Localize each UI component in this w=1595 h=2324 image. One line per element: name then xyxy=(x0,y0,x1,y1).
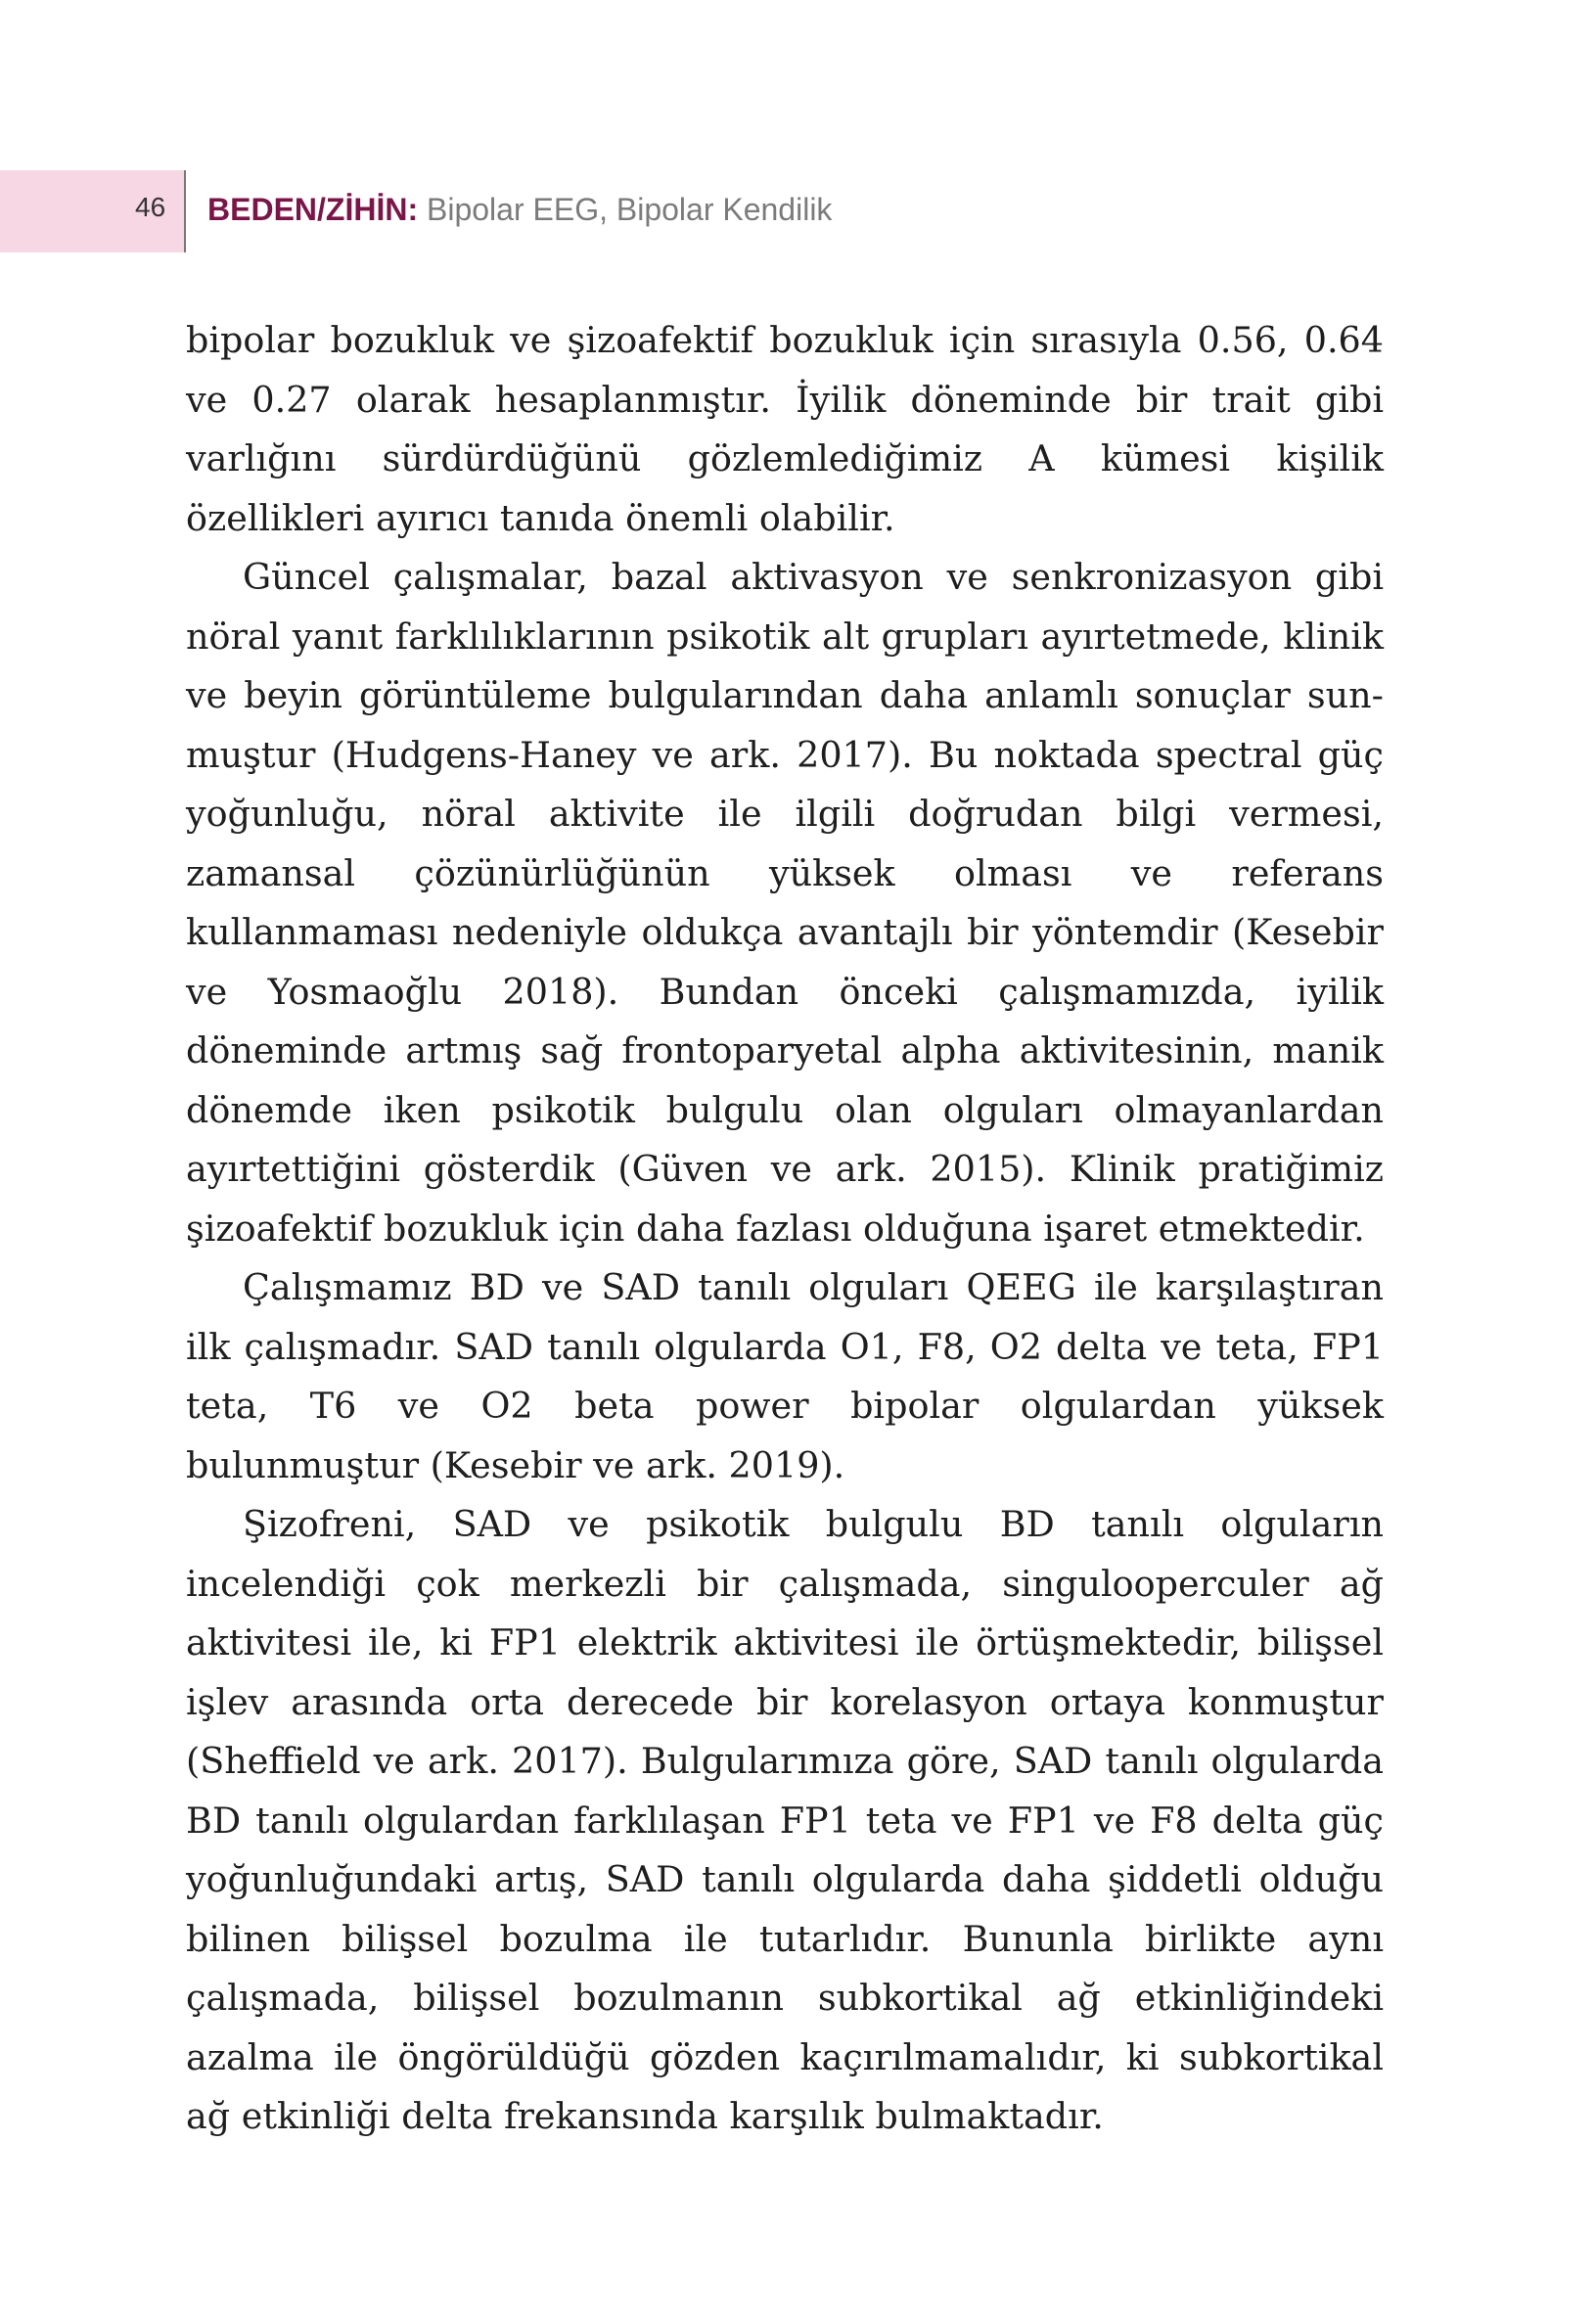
paragraph-3: Çalışmamız BD ve SAD tanılı olguları QEEG ile karşılaştıran ilk çalışmadır. SAD tanılı olgularda O1, F8, O2 delta ve teta, FP1 teta, T6 ve O2 beta power bipolar olgulardan yüksek bulunmuştur (Kesebir ve ark. 2019). xyxy=(186,1266,1384,1486)
running-head xyxy=(207,192,832,228)
body-text xyxy=(186,311,1384,2147)
paragraph-4: Şizofreni, SAD ve psikotik bulgulu BD tanılı olguların incelendiği çok merkezli bir çalışmada, singulooperculer ağ aktivitesi ile, ki FP1 elektrik aktivitesi ile örtüşmektedir, bilişsel işlev arasında orta derecede bir korelasyon ortaya konmuştur (Sheffield ve ark. 2017). Bulgularımıza göre, SAD tanılı olgularda BD tanılı olgulardan farklılaşan FP1 teta ve FP1 ve F8 delta güç yoğunluğundaki artış, SAD tanılı olgularda daha şiddetli olduğu bilinen bilişsel bozulma ile tutarlıdır. Bununla birlikte aynı çalışmada, bilişsel bozulmanın subkortikal ağ etkinliğindeki azalma ile öngörüldüğü gözden kaçırılmamalıdır, ki subkortikal ağ etkinliği delta frekansında karşılık bulmaktadır. xyxy=(186,1503,1384,2137)
header-divider xyxy=(184,170,186,252)
book-title: BEDEN/ZİHİN: xyxy=(207,192,419,227)
book-subtitle: Bipolar EEG, Bipolar Kendilik xyxy=(418,192,833,227)
page-number: 46 xyxy=(135,192,166,222)
paragraph-1: bipolar bozukluk ve şizoafektif bozukluk için sırasıyla 0.56, 0.64 ve 0.27 olarak hesaplanmıştır. İyilik döneminde bir trait gibi varlığını sürdürdüğünü gözlemlediğimiz A kümesi kişilik özellikleri ayırıcı tanıda önemli olabilir. xyxy=(186,319,1384,539)
paragraph-2: Güncel çalışmalar, bazal aktivasyon ve senkronizasyon gibi nöral yanıt farklılıklarının psikotik alt grupları ayırtetmede, klinik ve beyin görüntüleme bulgularından daha anlamlı sonuçlar sunmuştur (Hudgens-Haney ve ark. 2017). Bu noktada spectral güç yoğunluğu, nöral aktivite ile ilgili doğrudan bilgi vermesi, zamansal çözünürlüğünün yüksek olması ve referans kullanmaması nedeniyle oldukça avantajlı bir yöntemdir (Kesebir ve Yosmaoğlu 2018). Bundan önceki çalışmamızda, iyilik döneminde artmış sağ frontoparyetal alpha aktivitesinin, manik dönemde iken psikotik bulgulu olan olguları olmayanlardan ayırtettiğini gösterdik (Güven ve ark. 2015). Klinik pratiğimiz şizoafektif bozukluk için daha fazlası olduğuna işaret etmektedir. xyxy=(186,556,1384,1250)
